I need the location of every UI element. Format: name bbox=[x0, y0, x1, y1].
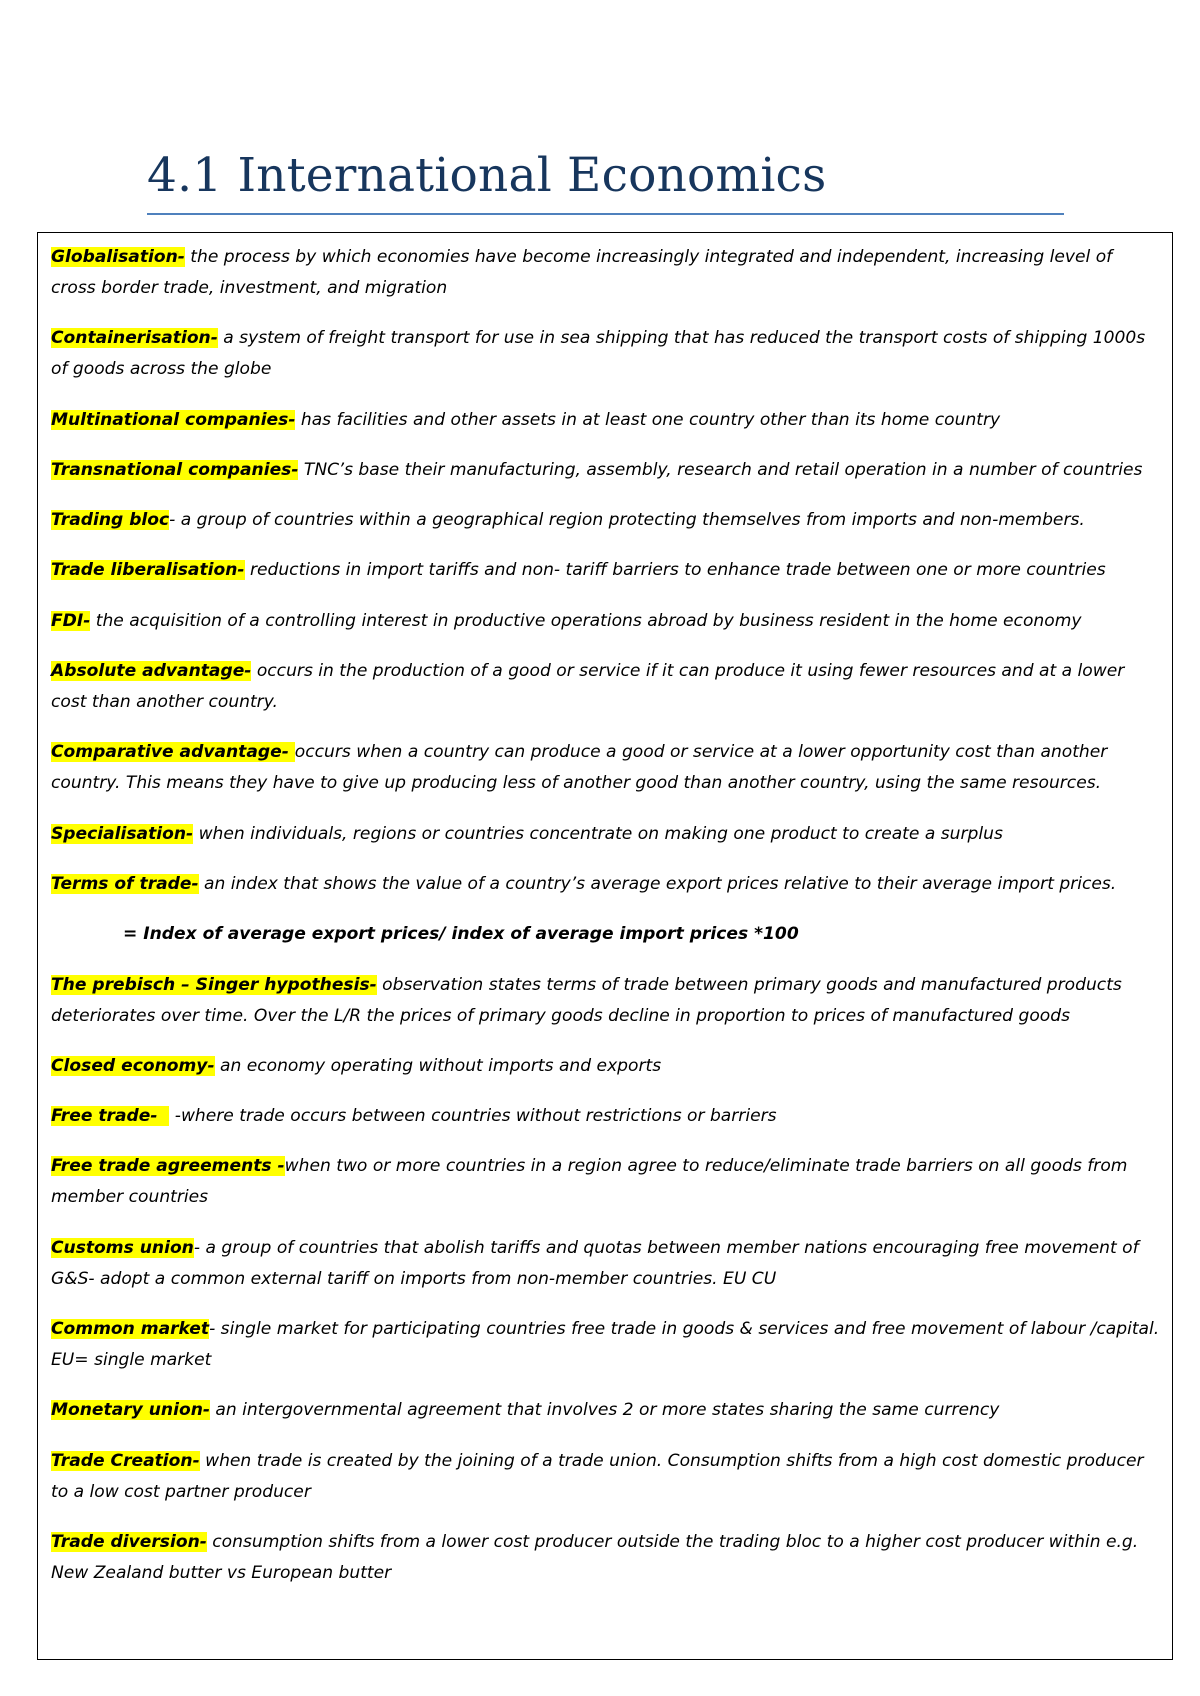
definition-text: has facilities and other assets in at least one country other than its home country bbox=[295, 409, 1001, 430]
page-title: 4.1 International Economics bbox=[147, 148, 827, 203]
definition-text: when two or more countries in a region agree to reduce/eliminate trade barriers on all goods from member countries bbox=[51, 1156, 1128, 1208]
definition-common-market bbox=[51, 1314, 1160, 1376]
definition-text: reductions in import tariffs and non- tariff barriers to enhance trade between one or more countries bbox=[244, 560, 1106, 581]
definition-trade-diversion bbox=[51, 1527, 1160, 1589]
term-label: Common market bbox=[51, 1319, 210, 1340]
definition-text: - single market for participating countries free trade in goods & services and free movement of labour /capital. EU= single market bbox=[51, 1319, 1160, 1371]
term-label: Globalisation- bbox=[51, 247, 185, 267]
definition-text: an intergovernmental agreement that involves 2 or more states sharing the same currency bbox=[209, 1400, 1000, 1421]
term-label: Trade liberalisation- bbox=[51, 560, 245, 581]
term-label: Free trade- bbox=[51, 1106, 170, 1127]
term-label: Containerisation- bbox=[51, 328, 218, 349]
definition-customs-union bbox=[51, 1233, 1160, 1295]
term-label: Comparative advantage- bbox=[51, 742, 295, 763]
definitions-box bbox=[37, 232, 1173, 1660]
definition-free-trade-agreements bbox=[51, 1151, 1160, 1213]
term-label: The prebisch – Singer hypothesis- bbox=[51, 974, 377, 995]
definition-text: -where trade occurs between countries without restrictions or barriers bbox=[169, 1106, 777, 1127]
terms-of-trade-formula: = Index of average export prices/ index of average import prices *100 bbox=[123, 924, 799, 945]
term-label: Multinational companies- bbox=[51, 409, 296, 430]
definition-trade-liberalisation bbox=[51, 555, 1160, 586]
definition-multinational-companies bbox=[51, 405, 1160, 436]
definition-free-trade bbox=[51, 1101, 1160, 1132]
term-label: Trading bloc bbox=[51, 510, 170, 531]
definition-trading-bloc bbox=[51, 505, 1160, 536]
definition-text: occurs in the production of a good or service if it can produce it using fewer resources and at a lower cost than another country. bbox=[51, 661, 1125, 713]
definition-text: observation states terms of trade between primary goods and manufactured products deteriorates over time. Over the L/R the prices of primary goods decline in proportion to prices of manufactured goods bbox=[51, 974, 1122, 1026]
definition-text: - a group of countries within a geographical region protecting themselves from imports and non-members. bbox=[169, 510, 1085, 531]
definition-text: an economy operating without imports and exports bbox=[214, 1055, 662, 1076]
definition-closed-economy bbox=[51, 1051, 1160, 1082]
term-label: Free trade agreements - bbox=[51, 1156, 285, 1177]
term-label: Absolute advantage- bbox=[51, 661, 252, 682]
term-label: Trade Creation- bbox=[51, 1450, 200, 1471]
definition-terms-of-trade bbox=[51, 869, 1160, 900]
term-label: Trade diversion- bbox=[51, 1531, 207, 1552]
definition-trade-creation bbox=[51, 1446, 1160, 1508]
term-label: Monetary union- bbox=[51, 1400, 210, 1421]
term-label: Closed economy- bbox=[51, 1055, 215, 1076]
term-label: FDI- bbox=[51, 610, 91, 631]
title-underline bbox=[147, 213, 1064, 215]
term-label: Transnational companies- bbox=[51, 459, 299, 480]
definition-text: occurs when a country can produce a good or service at a lower opportunity cost than another country. This means they have to give up producing less of another good than another country, using the same resources. bbox=[51, 742, 1108, 794]
definition-text: consumption shifts from a lower cost producer outside the trading bloc to a higher cost producer within e.g. New Zealand butter vs European butter bbox=[51, 1531, 1139, 1583]
definition-prebisch-singer-hypothesis bbox=[51, 970, 1160, 1032]
definition-text: the process by which economies have become increasingly integrated and independent, increasing level of cross border trade, investment, and migration bbox=[51, 247, 1113, 298]
definition-globalisation bbox=[51, 242, 1160, 304]
definition-text: an index that shows the value of a country’s average export prices relative to their average import prices. bbox=[198, 873, 1117, 894]
definition-text: a system of freight transport for use in sea shipping that has reduced the transport costs of shipping 1000s of goods across the globe bbox=[51, 328, 1146, 380]
definition-monetary-union bbox=[51, 1395, 1160, 1426]
definition-text: - a group of countries that abolish tariffs and quotas between member nations encouraging free movement of G&S- adopt a common external tariff on imports from non-member countries. EU CU bbox=[51, 1237, 1139, 1289]
term-label: Specialisation- bbox=[51, 823, 194, 844]
term-label: Terms of trade- bbox=[51, 873, 199, 894]
definition-text: when trade is created by the joining of a trade union. Consumption shifts from a high cost domestic producer to a low cost partner producer bbox=[51, 1450, 1144, 1502]
definition-text: when individuals, regions or countries concentrate on making one product to create a surplus bbox=[193, 823, 1003, 844]
definition-comparative-advantage bbox=[51, 737, 1160, 799]
term-label: Customs union bbox=[51, 1237, 194, 1258]
definition-text: the acquisition of a controlling interest in productive operations abroad by business resident in the home economy bbox=[90, 610, 1082, 631]
definition-absolute-advantage bbox=[51, 656, 1160, 718]
definition-text: TNC’s base their manufacturing, assembly, research and retail operation in a number of countries bbox=[298, 459, 1143, 480]
definition-containerisation bbox=[51, 323, 1160, 385]
definition-specialisation bbox=[51, 819, 1160, 850]
definition-fdi bbox=[51, 606, 1160, 637]
definition-transnational-companies bbox=[51, 455, 1160, 486]
